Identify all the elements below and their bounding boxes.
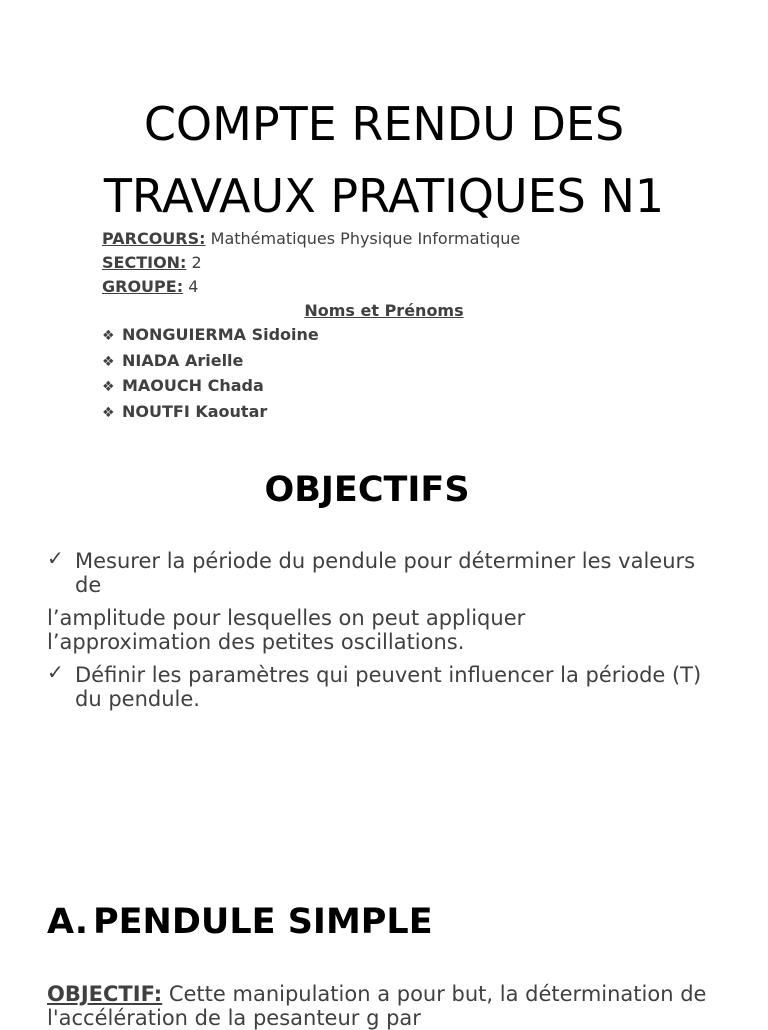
section-value: 2 — [186, 253, 202, 272]
objectif-item-2 — [47, 660, 727, 711]
objectif-item-1-text: Mesurer la période du pendule pour déterminer les valeurs de — [75, 549, 696, 597]
document-title — [0, 88, 768, 232]
groupe-value: 4 — [183, 277, 199, 296]
parcours-line — [102, 227, 520, 251]
name-text: NONGUIERMA Sidoine — [122, 325, 319, 344]
checkmark-icon: ✓ — [47, 546, 64, 570]
names-list — [102, 323, 319, 425]
checkmark-icon: ✓ — [47, 660, 64, 684]
section-line — [102, 251, 520, 275]
objectif-continuation — [47, 606, 727, 654]
section-a-heading — [47, 898, 433, 946]
objectif-continuation-line-1: l’amplitude pour lesquelles on peut appliquer — [47, 606, 526, 630]
title-line-2: TRAVAUX PRATIQUES N1 — [103, 169, 665, 223]
list-item — [102, 323, 319, 349]
name-text: NIADA Arielle — [122, 350, 244, 370]
section-a-objectif-label: OBJECTIF: — [47, 982, 163, 1006]
objectif-item-1 — [47, 546, 727, 597]
section-label: SECTION: — [102, 253, 187, 272]
section-a-objectif — [47, 982, 727, 1030]
diamond-bullet-icon: ❖ — [102, 328, 115, 344]
diamond-bullet-icon: ❖ — [102, 404, 115, 421]
diamond-bullet-icon: ❖ — [102, 353, 115, 370]
list-item — [102, 349, 319, 375]
groupe-label: GROUPE: — [102, 277, 184, 296]
parcours-value: Mathématiques Physique Informatique — [205, 229, 521, 248]
objectif-continuation-line-2: l’approximation des petites oscillations. — [47, 630, 465, 654]
names-heading: Noms et Prénoms — [304, 301, 464, 320]
name-text: MAOUCH Chada — [122, 376, 264, 395]
parcours-label: PARCOURS: — [102, 229, 206, 248]
list-item — [102, 400, 319, 426]
section-a-title: PENDULE SIMPLE — [93, 902, 433, 942]
section-a-number: A. — [47, 902, 89, 942]
list-item — [102, 374, 319, 400]
info-block — [102, 227, 520, 299]
objectif-item-2-text: Définir les paramètres qui peuvent influencer la période (T) du pendule. — [75, 663, 702, 711]
title-line-1: COMPTE RENDU DES — [143, 97, 625, 151]
name-text: NOUTFI Kaoutar — [122, 401, 268, 421]
diamond-bullet-icon: ❖ — [102, 379, 115, 395]
section-a-objectif-text: Cette manipulation a pour but, la détermination de l'accélération de la pesanteur g par — [47, 982, 707, 1030]
objectifs-heading: OBJECTIFS — [264, 470, 470, 510]
groupe-line — [102, 275, 520, 299]
